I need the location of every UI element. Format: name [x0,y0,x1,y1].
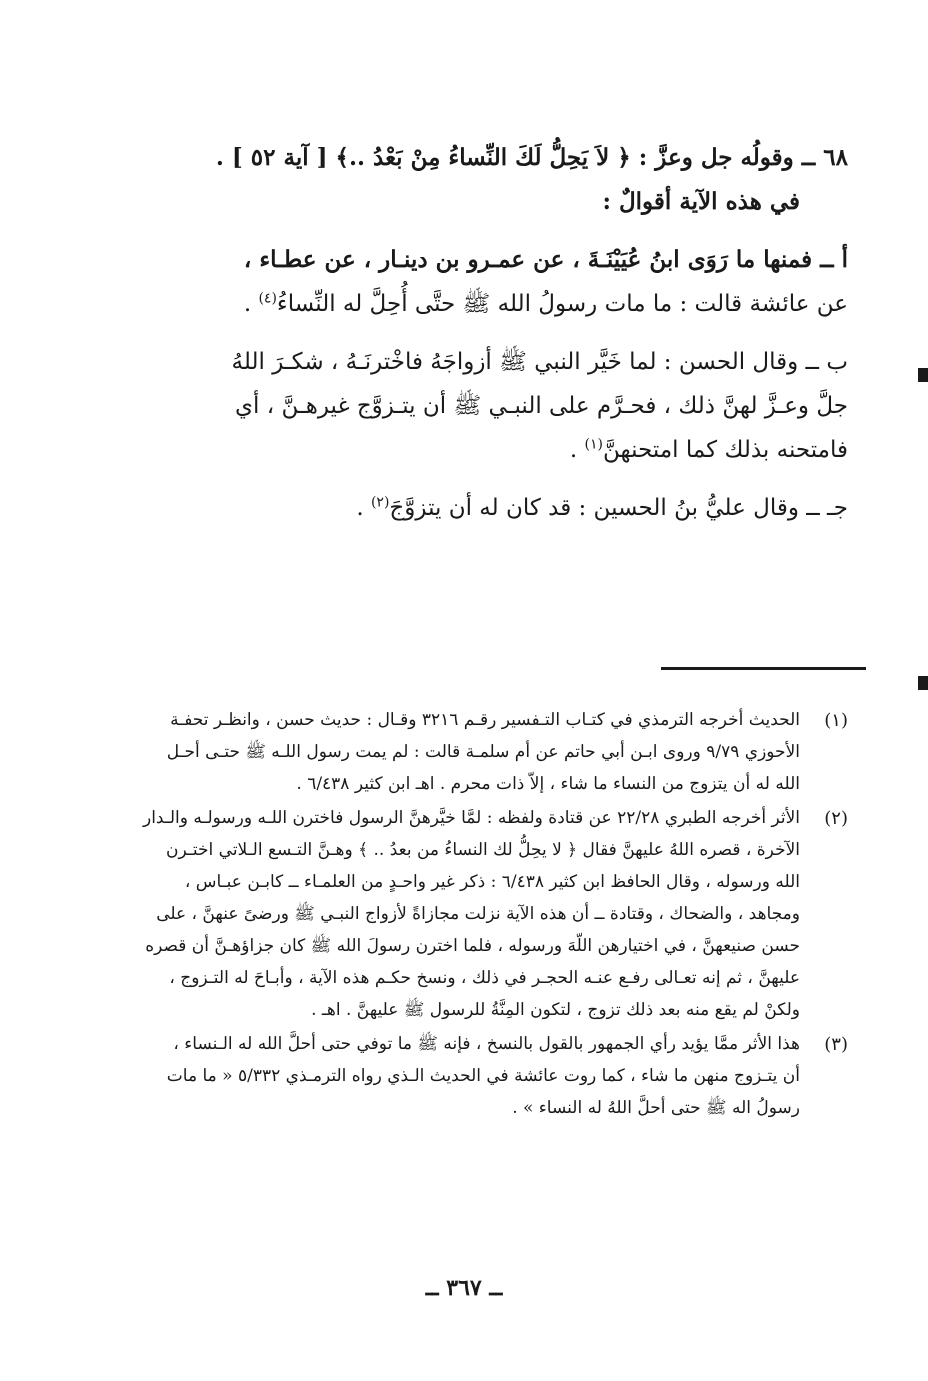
line-c1-text: جـ ــ وقال عليُّ بنُ الحسين : قد كان له أن يتزوَّجَ [389,495,848,521]
footnote-2 [105,802,848,1026]
footnote-number: (٣) [824,1034,848,1055]
footnote-line: هذا الأثر ممَّا يؤيد رأي الجمهور بالقول بالنسخ ، فإنه ﷺ ما توفي حتى أحلَّ الله له الـنساء ، [173,1034,800,1054]
footnote-line: الله له أن يتزوج من النساء ما شاء ، إلاّ ذات محرم . اهـ ابن كثير ٦/٤٣٨ . [296,774,800,794]
footnote-line: حسن صنيعهنَّ ، في اختيارهن اللّهَ ورسوله ، فلما اخترن رسولَ الله ﷺ كان جزاؤهـنَّ أن قصره [145,936,800,956]
footnote-line: الله ورسوله ، وقال الحافظ ابن كثير ٦/٤٣٨ : ذكر غير واحـدٍ من العلمـاء ــ كابـن عبـاس ، [184,872,800,892]
text-line-b2: جلَّ وعـزَّ لهنَّ ذلك ، فحـرَّم على النبـي ﷺ أن يتـزوَّج غيرهـنَّ ، أي [235,393,848,419]
footnote-line: عليهنَّ ، ثم إنه تعـالى رفـع عنـه الحجـر في ذلك ، ونسخ حكـم هذه الآية ، وأبـاحَ له التـزوج ، [169,968,800,988]
footnote-number: (١) [824,710,848,731]
scan-edge-mark [918,676,928,690]
footnote-number: (٢) [824,808,848,829]
section-intro: في هذه الآية أقوالٌ : [602,188,800,215]
footnote-line: الأحوزي ٩/٧٩ وروى ابـن أبي حاتم عن أم سلمـة قالت : لم يمت رسول اللـه ﷺ حتـى أحـل [166,742,800,762]
text-line-b3: فامتحنه بذلك كما امتحنهنَّ$^{(١)}$ . [569,436,848,463]
footnote-line: الحديث أخرجه الترمذي في كتـاب التـفسير رقـم ٣٢١٦ وقـال : حديث حسن ، وانظـر تحفـة [170,710,800,730]
footnote-body [105,802,800,1026]
line-b3-text: فامتحنه بذلك كما امتحنهنَّ [603,437,848,463]
text-line-c1: جـ ــ وقال عليُّ بنُ الحسين : قد كان له أن يتزوَّجَ$^{(٢)}$ . [356,494,848,521]
footnote-line: ولكنْ لم يقع منه بعد ذلك تزوج ، لتكون المِنَّةُ للرسول ﷺ عليهنَّ . اهـ . [311,1000,800,1020]
footnote-line: ومجاهد ، والضحاك ، وقتادة ــ أن هذه الآية نزلت مجازاةً لأزواج النبـي ﷺ ورضىً عنهنَّ ، على [156,904,800,924]
line-a2-text: عن عائشة قالت : ما مات رسولُ الله ﷺ حتَّى أُحِلَّ له النِّساءُ [276,291,848,317]
line-a1-text: أ ــ فمنها ما رَوَى ابنُ عُيَيْنَـةَ ، عن عمـرو بن دينـار ، عن عطـاء ، [243,246,848,273]
text-line-a1 [110,238,848,282]
footnote-ref[interactable]: (٢) [370,494,390,511]
footnote-1 [105,704,848,800]
main-text [110,136,848,530]
verse-heading: ٦٨ ــ وقولُه جل وعزَّ : ﴿ لاَ يَحِلُّ لَكَ النِّساءُ مِنْ بَعْدُ ..﴾ [ آية ٥٢ ] . [215,144,848,171]
footnote-body [105,1028,800,1124]
text-line-a2: عن عائشة قالت : ما مات رسولُ الله ﷺ حتَّى أُحِلَّ له النِّساءُ$^{(٤)}$ . [243,290,848,317]
footnote-body [105,704,800,800]
text-line-b1: ب ــ وقال الحسن : لما خَيَّر النبي ﷺ أزواجَهُ فاخْترنَـهُ ، شكـرَ اللهُ [231,349,848,375]
footnotes [105,704,848,1126]
page-number: ــ ٣٦٧ ــ [425,1275,503,1301]
footnote-line: أن يتـزوج منهن ما شاء ، كما روت عائشة في الحديث الـذي رواه الترمـذي ٥/٣٣٢ « ما مات [166,1066,800,1086]
footnote-3 [105,1028,848,1124]
footnote-ref[interactable]: (٤) [258,290,277,307]
footnote-line: الآخرة ، قصره اللهُ عليهنَّ فقال ﴿ لا يحِلُّ لك النساءُ من بعدُ .. ﴾ وهـنَّ التـسع الـلاتي اختـرن [166,840,800,860]
footnote-ref[interactable]: (١) [584,436,604,453]
scan-edge-mark [918,368,928,382]
footnote-line: رسولُ اله ﷺ حتى أحلَّ اللهُ له النساء » . [512,1098,800,1118]
footnote-divider [661,667,866,670]
footnote-line: الأثر أخرجه الطبري ٢٢/٢٨ عن قتادة ولفظه : لمَّا خيَّرهنَّ الرسول فاخترن اللـه ورسولـه والـدار [143,808,800,828]
